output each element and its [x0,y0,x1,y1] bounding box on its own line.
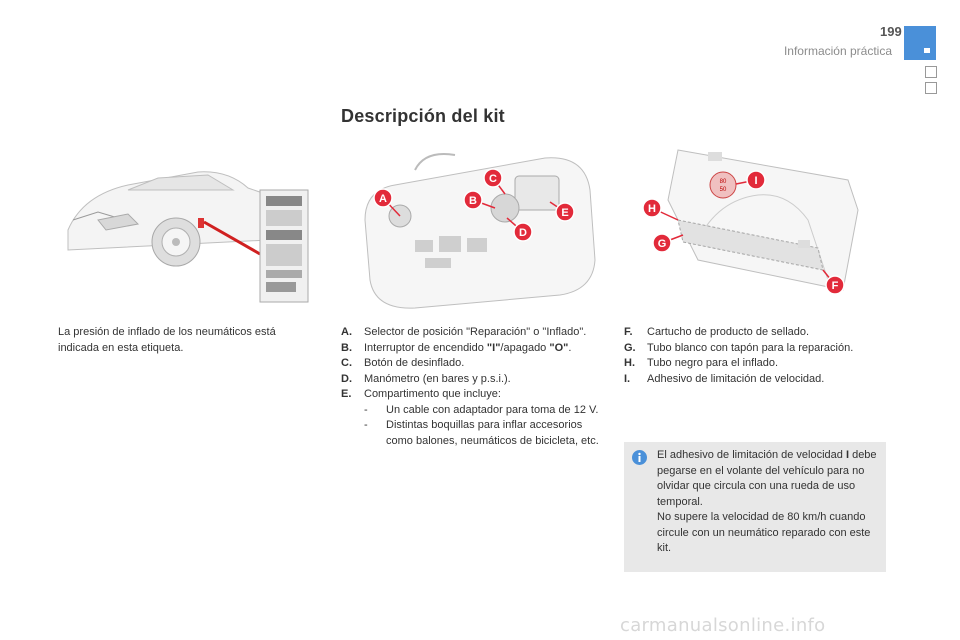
list-item-d: D. Manómetro (en bares y p.s.i.). [341,372,511,385]
list-item-h: H. Tubo negro para el inflado. [624,357,779,369]
list-item-f: F. Cartucho de producto de sellado. [624,326,810,338]
compressor-components-list [624,325,886,387]
list-item-i: I. Adhesivo de limitación de velocidad. [624,372,825,385]
speed-sticker [710,172,736,198]
compressor-underside-illustration [638,140,868,320]
compartment-sublist [364,403,607,450]
list-item-e: E. Compartimento que incluye: - Un cable con adaptador para toma de 12 V. - Distintas boquillas para inflar accesorios como balones, neumáticos de bicicleta, etc. [341,387,607,449]
callout-label-i: I [754,175,758,187]
callout-label-c: C [489,173,497,185]
sublist-item-nozzles: - Distintas boquillas para inflar accesorios como balones, neumáticos de bicicleta, etc. [364,419,599,447]
nav-square-2 [925,82,937,94]
callout-label-d: D [519,227,527,239]
list-item-b: B. Interruptor de encendido "I"/apagado "O". [341,341,572,354]
callout-label-f: F [831,280,839,292]
car-label-illustration [58,150,318,310]
list-item-c: C. Botón de desinflado. [341,357,465,369]
page-number: 199 [880,24,902,39]
watermark: carmanualsonline.info [620,615,826,636]
section-title: Información práctica [783,44,892,58]
kit-components-list [341,325,607,449]
info-icon [632,450,647,465]
info-note-box [624,442,886,572]
list-item-a: A. Selector de posición "Reparación" o "Inflado". [341,326,587,338]
section-tab [904,26,936,60]
nav-square-1 [925,66,937,78]
callout-label-e: E [561,207,569,219]
page-heading: Descripción del kit [341,106,505,126]
tyre-pressure-label [260,190,308,302]
car-front-wheel [152,218,200,266]
info-note-text: El adhesivo de limitación de velocidad I debe pegarse en el volante del vehículo para no olvidar que circula con una rueda de uso temporal. No supere la velocidad de 80 km/h cuando circule con un neumático reparado con este kit. [657,449,877,554]
speed-sticker-value-2: 50 [719,187,727,193]
speed-sticker-value-1: 80 [719,179,727,185]
list-item-g: G. Tubo blanco con tapón para la reparación. [624,341,854,354]
callout-label-a: A [379,193,387,205]
tyre-label-caption: La presión de inflado de los neumáticos está indicada en esta etiqueta. [58,326,276,354]
callout-label-b: B [469,195,477,207]
callout-label-h: H [648,203,656,215]
repair-kit-illustration [355,150,605,310]
callout-label-g: G [657,238,667,250]
sublist-item-cable: - Un cable con adaptador para toma de 12 V. [364,403,599,416]
